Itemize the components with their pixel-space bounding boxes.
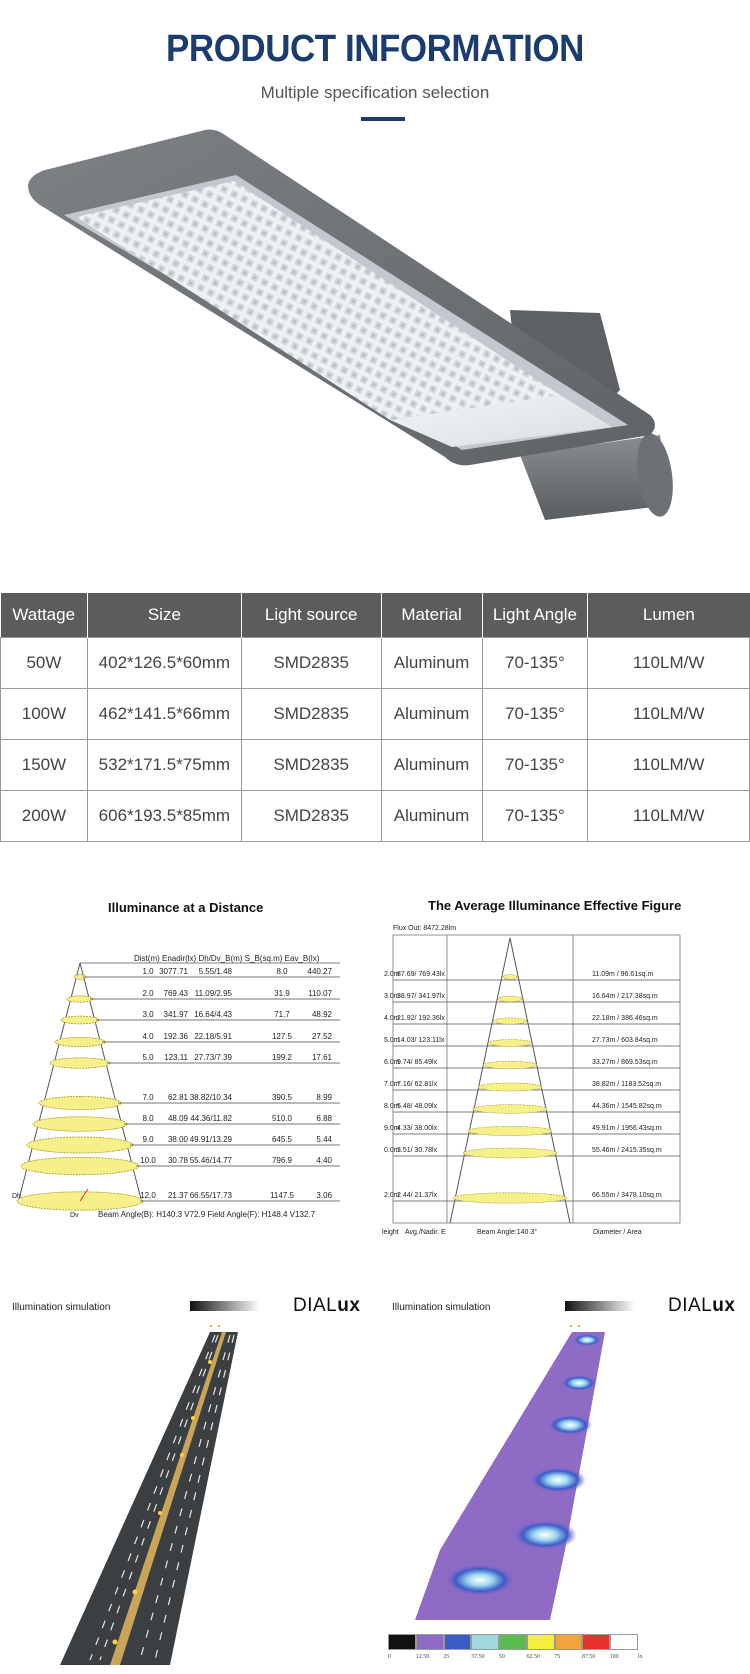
table-cell: SMD2835 bbox=[241, 688, 381, 739]
distance-value: 4.40 bbox=[316, 1156, 332, 1165]
illuminance-ellipse bbox=[483, 1061, 537, 1068]
distance-value: 769.43 bbox=[163, 989, 188, 998]
table-cell: Aluminum bbox=[381, 637, 482, 688]
illuminance-ellipse bbox=[468, 1126, 552, 1135]
road-simulation-left bbox=[0, 1320, 375, 1670]
distance-value: 9.0 bbox=[142, 1135, 154, 1144]
distance-diagram bbox=[0, 945, 375, 1245]
distance-value: 48.92 bbox=[311, 1010, 332, 1019]
avg-value: 4.33/ 38.00lx bbox=[397, 1125, 438, 1132]
column-header: Lumen bbox=[588, 593, 750, 637]
avg-value: 9.74/ 85.49lx bbox=[397, 1059, 438, 1066]
scale-swatch bbox=[499, 1634, 527, 1650]
false-color-simulation bbox=[375, 1320, 750, 1550]
distance-value: 62.81 bbox=[167, 1093, 188, 1102]
scale-label: 0 bbox=[388, 1654, 391, 1660]
avg-value: 38.97/ 341.97lx bbox=[397, 993, 445, 1000]
distance-value: 2.0 bbox=[142, 989, 154, 998]
scale-label: 12.50 bbox=[415, 1654, 430, 1660]
illuminance-ellipse bbox=[453, 1193, 567, 1203]
table-cell: Aluminum bbox=[381, 790, 482, 841]
distance-value: 6.88 bbox=[316, 1114, 332, 1123]
distance-value: 44.36/11.82 bbox=[190, 1114, 232, 1123]
distance-value: 1.0 bbox=[142, 967, 154, 976]
table-row bbox=[1, 688, 750, 739]
dialux-logo-right: DIALux bbox=[668, 1295, 736, 1316]
footer-beam-label: Beam Angle:140.3° bbox=[477, 1229, 538, 1236]
diameter-value: 33.27m / 869.53sq.m bbox=[592, 1059, 658, 1066]
distance-value: 7.0 bbox=[142, 1093, 154, 1102]
scale-swatch bbox=[555, 1634, 583, 1650]
illuminance-ellipse bbox=[503, 975, 517, 980]
distance-value: 31.9 bbox=[274, 989, 290, 998]
height-value: 9.0m bbox=[384, 1125, 400, 1132]
illuminance-ellipse bbox=[61, 1016, 99, 1024]
illuminance-ellipse bbox=[473, 1105, 547, 1114]
table-cell: Aluminum bbox=[381, 739, 482, 790]
column-header: Light Angle bbox=[482, 593, 588, 637]
distance-value: 5.44 bbox=[316, 1135, 332, 1144]
distance-value: 16.64/4.43 bbox=[194, 1010, 232, 1019]
distance-value: 796.9 bbox=[271, 1156, 293, 1165]
distance-table-header: Dist(m) Enadir(lx) Dh/Dv_B(m) S_B(sq.m) Eav_B(lx) bbox=[134, 954, 320, 963]
cone-edge-right bbox=[510, 938, 570, 1223]
gradient-bar-left bbox=[190, 1301, 260, 1311]
table-cell: 110LM/W bbox=[588, 739, 750, 790]
table-row bbox=[1, 790, 750, 841]
diameter-value: 55.46m / 2415.35sq.m bbox=[592, 1147, 662, 1154]
dh-label: Dh bbox=[12, 1193, 21, 1200]
column-header: Light source bbox=[241, 593, 381, 637]
distance-value: 5.0 bbox=[142, 1053, 154, 1062]
height-value: 3.0m bbox=[384, 993, 400, 1000]
table-cell: 100W bbox=[1, 688, 88, 739]
footer-avg-label: Avg./Nadir. E bbox=[405, 1229, 446, 1236]
title-underline bbox=[361, 117, 405, 121]
illuminance-ellipse bbox=[498, 996, 522, 1002]
height-value: 2.0m bbox=[384, 1192, 400, 1199]
height-value: 7.0m bbox=[384, 1081, 400, 1088]
scale-swatch bbox=[582, 1634, 610, 1650]
illuminance-ellipse bbox=[67, 996, 93, 1002]
diameter-value: 27.73m / 603.84sq.m bbox=[592, 1037, 658, 1044]
distance-value: 3.0 bbox=[142, 1010, 154, 1019]
diameter-value: 38.82m / 1183.52sq.m bbox=[592, 1081, 662, 1088]
distance-value: 55.46/14.77 bbox=[189, 1156, 232, 1165]
illuminance-ellipse bbox=[33, 1117, 127, 1132]
scale-label: 87.50 bbox=[581, 1654, 596, 1660]
scale-swatch bbox=[610, 1634, 638, 1650]
scale-label: 100 bbox=[609, 1654, 619, 1660]
scale-label: 37.50 bbox=[471, 1654, 485, 1660]
illuminance-ellipse bbox=[493, 1018, 527, 1024]
distance-value: 510.0 bbox=[271, 1114, 293, 1123]
avg-value: 3.51/ 30.78lx bbox=[397, 1147, 438, 1154]
scale-label: lx bbox=[638, 1654, 643, 1660]
distance-value: 10.0 bbox=[140, 1156, 156, 1165]
simulation-label-left: Illumination simulation bbox=[12, 1302, 111, 1313]
column-header: Material bbox=[381, 593, 482, 637]
distance-value: 192.36 bbox=[163, 1032, 188, 1041]
diameter-value: 11.09m / 96.61sq.m bbox=[592, 971, 654, 978]
distance-value: 12.0 bbox=[140, 1191, 156, 1200]
illuminance-ellipse bbox=[50, 1058, 110, 1068]
table-cell: 402*126.5*60mm bbox=[87, 637, 241, 688]
false-color-simulation-lower bbox=[375, 1550, 750, 1670]
scale-label: 25 bbox=[443, 1654, 450, 1660]
table-cell: SMD2835 bbox=[241, 790, 381, 841]
distance-value: 199.2 bbox=[271, 1053, 293, 1062]
distance-value: 8.0 bbox=[276, 967, 288, 976]
diameter-value: 16.64m / 217.38sq.m bbox=[592, 993, 658, 1000]
distance-value: 123.11 bbox=[164, 1053, 188, 1062]
table-cell: 70-135° bbox=[482, 637, 588, 688]
illuminance-ellipse bbox=[478, 1083, 542, 1091]
page-header bbox=[0, 0, 750, 130]
table-cell: 462*141.5*66mm bbox=[87, 688, 241, 739]
scale-swatch bbox=[388, 1634, 416, 1650]
distance-value: 27.73/7.39 bbox=[194, 1053, 232, 1062]
table-cell: 70-135° bbox=[482, 790, 588, 841]
table-cell: Aluminum bbox=[381, 688, 482, 739]
distance-value: 3077.71 bbox=[159, 967, 188, 976]
table-cell: 150W bbox=[1, 739, 88, 790]
distance-value: 22.18/5.91 bbox=[194, 1032, 232, 1041]
distance-value: 127.5 bbox=[271, 1032, 293, 1041]
distance-value: 49.91/13.29 bbox=[189, 1135, 232, 1144]
scale-swatch bbox=[527, 1634, 555, 1650]
distance-value: 66.55/17.73 bbox=[189, 1191, 232, 1200]
avg-value: 5.48/ 48.09lx bbox=[397, 1103, 438, 1110]
height-value: 5.0m bbox=[384, 1037, 400, 1044]
diameter-value: 44.36m / 1545.82sq.m bbox=[592, 1103, 662, 1110]
simulation-label-right: Illumination simulation bbox=[392, 1302, 491, 1313]
table-cell: 70-135° bbox=[482, 688, 588, 739]
column-header: Wattage bbox=[1, 593, 88, 637]
distance-value: 390.5 bbox=[271, 1093, 293, 1102]
distance-value: 71.7 bbox=[274, 1010, 290, 1019]
distance-value: 3.06 bbox=[316, 1191, 332, 1200]
distance-value: 30.78 bbox=[167, 1156, 188, 1165]
distance-value: 38.82/10.34 bbox=[189, 1093, 232, 1102]
table-cell: 532*171.5*75mm bbox=[87, 739, 241, 790]
height-value: 8.0m bbox=[384, 1103, 400, 1110]
table-cell: SMD2835 bbox=[241, 637, 381, 688]
distance-value: 341.97 bbox=[163, 1010, 188, 1019]
distance-chart-footer: Beam Angle(B): H140.3 V72.9 Field Angle(F): H148.4 V132.7 bbox=[98, 1210, 316, 1219]
diameter-value: 22.18m / 386.46sq.m bbox=[592, 1015, 658, 1022]
distance-value: 110.07 bbox=[308, 989, 332, 998]
distance-value: 645.5 bbox=[271, 1135, 293, 1144]
spec-table bbox=[0, 593, 750, 842]
illuminance-ellipse bbox=[55, 1037, 105, 1046]
avg-value: 14.03/ 123.11lx bbox=[397, 1037, 445, 1044]
diameter-value: 49.91m / 1956.43sq.m bbox=[592, 1125, 662, 1132]
distance-value: 440.27 bbox=[307, 967, 332, 976]
avg-value: 21.92/ 192.36lx bbox=[397, 1015, 445, 1022]
diameter-value: 66.55m / 3478.10sq.m bbox=[592, 1192, 662, 1199]
footer-diameter-label: Diameter / Area bbox=[593, 1229, 642, 1236]
table-cell: SMD2835 bbox=[241, 739, 381, 790]
illuminance-ellipse bbox=[463, 1148, 557, 1158]
table-cell: 200W bbox=[1, 790, 88, 841]
avg-value: 87.69/ 769.43lx bbox=[397, 971, 445, 978]
table-row bbox=[1, 739, 750, 790]
distance-value: 8.0 bbox=[142, 1114, 154, 1123]
avg-value: 2.44/ 21.37lx bbox=[397, 1192, 438, 1199]
page-subtitle: Multiple specification selection bbox=[260, 83, 490, 102]
illuminance-ellipse bbox=[27, 1137, 133, 1153]
scale-swatch bbox=[471, 1634, 499, 1650]
illuminance-ellipse bbox=[39, 1096, 121, 1109]
distance-value: 48.09 bbox=[167, 1114, 188, 1123]
height-value: 6.0m bbox=[384, 1059, 400, 1066]
table-cell: 110LM/W bbox=[588, 790, 750, 841]
illuminance-ellipse bbox=[21, 1157, 139, 1174]
distance-value: 17.61 bbox=[311, 1053, 332, 1062]
table-cell: 606*193.5*85mm bbox=[87, 790, 241, 841]
scale-swatch bbox=[444, 1634, 472, 1650]
illuminance-color-scale bbox=[388, 1634, 638, 1650]
scale-label: 62.50 bbox=[526, 1654, 540, 1660]
chart-frame bbox=[393, 935, 680, 1223]
cone-edge-left bbox=[450, 938, 510, 1223]
street-light-illustration bbox=[0, 135, 750, 575]
height-value: 4.0m bbox=[384, 1015, 400, 1022]
flux-out-label: Flux Out: 8472.28lm bbox=[393, 925, 457, 932]
table-cell: 110LM/W bbox=[588, 688, 750, 739]
dialux-logo-left: DIALux bbox=[293, 1295, 361, 1316]
avg-value: 7.16/ 62.81lx bbox=[397, 1081, 438, 1088]
height-value: 0.0m bbox=[384, 1147, 400, 1154]
dv-label: Dv bbox=[70, 1212, 79, 1219]
distance-value: 4.0 bbox=[142, 1032, 154, 1041]
average-chart-title: The Average Illuminance Effective Figure bbox=[428, 898, 682, 913]
distance-value: 38.00 bbox=[167, 1135, 188, 1144]
table-cell: 110LM/W bbox=[588, 637, 750, 688]
average-diagram bbox=[382, 918, 740, 1258]
street-light-image bbox=[0, 135, 750, 575]
distance-chart-title: Illuminance at a Distance bbox=[108, 900, 264, 915]
distance-value: 21.37 bbox=[167, 1191, 188, 1200]
table-cell: 50W bbox=[1, 637, 88, 688]
table-row bbox=[1, 637, 750, 688]
distance-value: 5.55/1.48 bbox=[198, 967, 232, 976]
column-header: Size bbox=[87, 593, 241, 637]
scale-label: 75 bbox=[554, 1654, 561, 1660]
illuminance-ellipse bbox=[488, 1040, 532, 1047]
height-value: 2.0m bbox=[384, 971, 400, 978]
scale-label: 50 bbox=[498, 1654, 505, 1660]
distance-value: 11.09/2.95 bbox=[194, 989, 232, 998]
distance-value: 8.99 bbox=[316, 1093, 332, 1102]
scale-swatch bbox=[416, 1634, 444, 1650]
distance-value: 27.52 bbox=[311, 1032, 332, 1041]
spec-table-header-row bbox=[1, 593, 750, 637]
gradient-bar-right bbox=[565, 1301, 635, 1311]
distance-value: 1147.5 bbox=[270, 1191, 294, 1200]
page-title: PRODUCT INFORMATION bbox=[166, 28, 584, 70]
footer-height-label: leight bbox=[382, 1229, 399, 1236]
illuminance-scale-labels bbox=[388, 1654, 678, 1666]
table-cell: 70-135° bbox=[482, 739, 588, 790]
